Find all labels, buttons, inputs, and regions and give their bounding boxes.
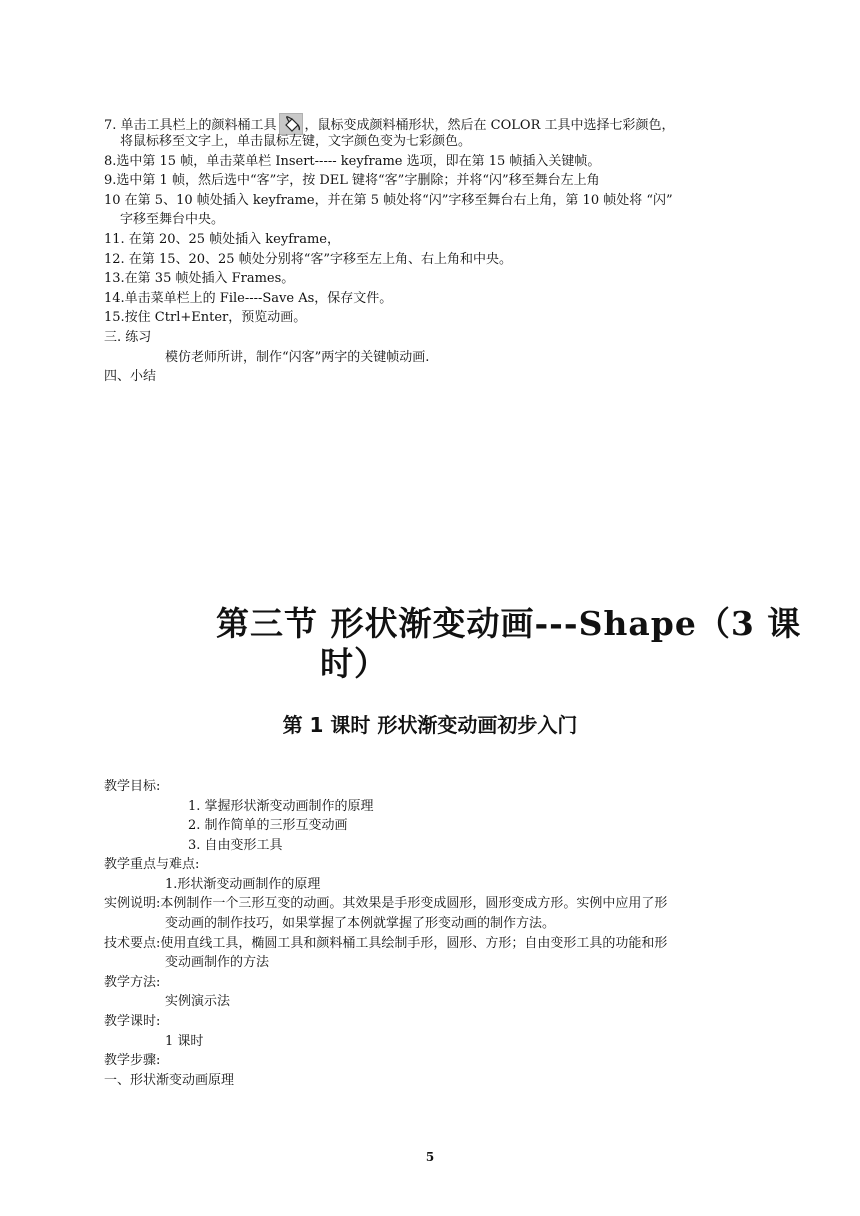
step-7-line-2: 将鼠标移至文字上，单击鼠标左键，文字颜色变为七彩颜色。: [120, 134, 472, 149]
step-14: 14.单击菜单栏上的 File----Save As，保存文件。: [104, 291, 393, 306]
key-points-item: 1.形状渐变动画制作的原理: [165, 877, 321, 892]
step-7-text-b: ，鼠标变成颜料桶形状，然后在 COLOR 工具中选择七彩颜色，: [304, 118, 675, 133]
goals-heading: 教学目标:: [104, 779, 161, 794]
step-13: 13.在第 35 帧处插入 Frames。: [104, 271, 295, 286]
step-10-line-2: 字移至舞台中央。: [120, 212, 225, 227]
summary-heading: 四、小结: [104, 369, 157, 384]
goal-item-2: 2. 制作简单的三形互变动画: [188, 818, 348, 833]
section-title-line-1: 第三节 形状渐变动画---Shape（3 课: [216, 604, 802, 643]
practice-body: 模仿老师所讲，制作“闪客”两字的关键帧动画.: [165, 350, 430, 365]
example-line-2: 变动画的制作技巧，如果掌握了本例就掌握了形变动画的制作方法。: [165, 916, 556, 931]
hours-item: 1 课时: [165, 1034, 204, 1049]
tech-line-2: 变动画制作的方法: [165, 955, 270, 970]
step-15: 15.按住 Ctrl+Enter，预览动画。: [104, 310, 307, 325]
hours-heading: 教学课时:: [104, 1014, 161, 1029]
step-8: 8.选中第 15 帧，单击菜单栏 Insert----- keyframe 选项，即在第 15 帧插入关键帧。: [104, 154, 601, 169]
step-7-text-a: 7. 单击工具栏上的颜料桶工具: [104, 118, 277, 133]
tech-line-1: 技术要点:使用直线工具，椭圆工具和颜料桶工具绘制手形，圆形、方形；自由变形工具的功能和形: [104, 936, 668, 951]
practice-heading: 三. 练习: [104, 330, 152, 345]
section-title-line-2: 时）: [320, 644, 388, 683]
example-line-1: 实例说明:本例制作一个三形互变的动画。其效果是手形变成圆形，圆形变成方形。实例中应用了形: [104, 896, 668, 911]
page-number: 5: [425, 1150, 435, 1164]
steps-heading: 教学步骤:: [104, 1053, 161, 1068]
key-points-heading: 教学重点与难点:: [104, 857, 200, 872]
step-12: 12. 在第 15、20、25 帧处分别将“客”字移至左上角、右上角和中央。: [104, 252, 512, 267]
method-item: 实例演示法: [165, 994, 231, 1009]
step-11: 11. 在第 20、25 帧处插入 keyframe，: [104, 232, 340, 247]
method-heading: 教学方法:: [104, 975, 161, 990]
goal-item-3: 3. 自由变形工具: [188, 838, 283, 853]
step-9: 9.选中第 1 帧，然后选中“客”字，按 DEL 键将“客”字删除；并将“闪”移至舞台左上角: [104, 173, 600, 188]
step-10-line-1: 10 在第 5、10 帧处插入 keyframe，并在第 5 帧处将“闪”字移至舞台右上角，第 10 帧处将 “闪”: [104, 193, 673, 208]
lesson-title: 第 1 课时 形状渐变动画初步入门: [282, 713, 578, 737]
goal-item-1: 1. 掌握形状渐变动画制作的原理: [188, 799, 374, 814]
principle-heading: 一、形状渐变动画原理: [104, 1073, 235, 1088]
